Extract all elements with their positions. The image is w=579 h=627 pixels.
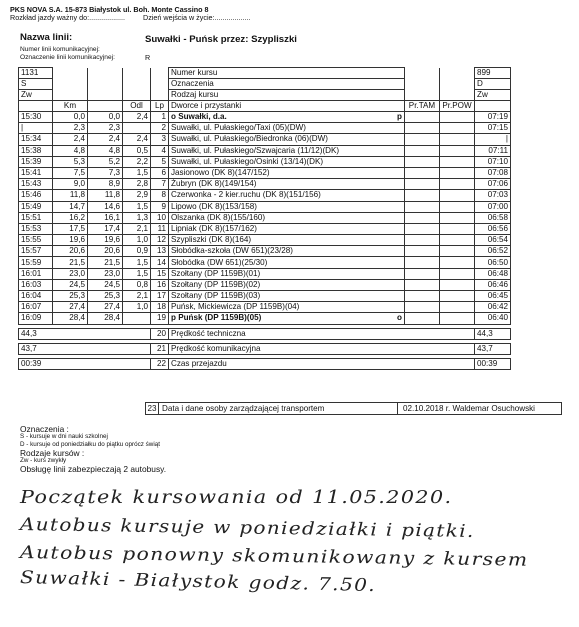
stop-lp: 19 [151,313,169,324]
prpow-cell [440,235,475,246]
distance-value: 2,4 [123,134,151,145]
return-time: 06:50 [475,257,511,268]
stop-lp: 10 [151,212,169,223]
departure-time: 16:07 [19,302,53,313]
prpow-cell [440,112,475,123]
stop-name [169,201,405,212]
summary-row [19,328,511,339]
prpow-cell [440,167,475,178]
departure-time: 15:55 [19,235,53,246]
stop-name-text: Słobódka-szkoła (DW 651)(23/28) [171,246,293,256]
km-value: 21,5 [53,257,88,268]
legend-mark-d: D - kursuje od poniedziałku do piątku oprócz świąt [20,441,161,448]
km-value-2: 2,3 [88,123,123,134]
stop-name [169,145,405,156]
km-value: 27,4 [53,302,88,313]
departure-time: | [19,123,53,134]
stop-name-text: p Puńsk (DP 1159B)(05) [171,313,262,323]
distance-value [123,123,151,134]
table-row [19,167,511,178]
km-value: 17,5 [53,223,88,234]
km-value: 28,4 [53,313,88,324]
prpow-cell [440,268,475,279]
prpow-cell [440,134,475,145]
summary-lp: 21 [151,343,169,354]
right-course-direction: Zw [475,90,511,101]
effective-day-text: Dzień wejścia w życie:.................. [143,13,251,22]
stop-name [169,279,405,290]
summary-right-value: 44,3 [475,328,511,339]
stop-name [169,235,405,246]
stop-lp: 16 [151,279,169,290]
summary-label: Prędkość komunikacyjna [169,343,475,354]
return-time: | [475,134,511,145]
prtam-cell [405,123,440,134]
departure-time: 15:49 [19,201,53,212]
distance-value: 0,8 [123,279,151,290]
summary-left-value: 44,3 [19,328,151,339]
legend-marks-title: Oznaczenia : [20,424,69,434]
km-value-2: 0,0 [88,112,123,123]
table-row [19,145,511,156]
return-time: 07:19 [475,112,511,123]
table-row [19,123,511,134]
return-time: 06:54 [475,235,511,246]
stop-lp: 8 [151,190,169,201]
distance-value: 0,5 [123,145,151,156]
left-course-direction: Zw [19,90,53,101]
departure-time: 16:09 [19,313,53,324]
departure-time: 15:57 [19,246,53,257]
handwritten-line-2: Autobus kursuje w poniedziałki i piątki. [19,515,475,542]
prtam-cell [405,313,440,324]
summary-label: Prędkość techniczna [169,328,475,339]
km-value-2: 7,3 [88,167,123,178]
schedule-valid-text: Rozkład jazdy ważny do:.................. [10,13,126,22]
table-row [19,201,511,212]
prpow-cell [440,156,475,167]
prpow-cell [440,313,475,324]
legend [20,425,166,473]
stop-lp: 14 [151,257,169,268]
prpow-cell [440,302,475,313]
distance-value [123,313,151,324]
km-value-2: 27,4 [88,302,123,313]
stop-name [169,268,405,279]
km-value-2: 2,4 [88,134,123,145]
stop-name-text: Szołtany (DP 1159B)(01) [171,268,261,278]
line-marking-label: Oznaczenie linii komunikacyjnej: [20,54,115,61]
stop-lp: 11 [151,223,169,234]
table-row [19,190,511,201]
handwritten-line-1: Początek kursowania od 11.05.2020. [20,488,453,508]
return-time: 06:52 [475,246,511,257]
summary-right-value: 00:39 [475,358,511,369]
stop-lp: 13 [151,246,169,257]
stop-name-text: Żubryn (DK 8)(149/154) [171,179,257,189]
distance-value: 1,3 [123,212,151,223]
stop-name-text: Suwałki, ul. Pułaskiego/Taxi (05)(DW) [171,123,306,133]
stop-lp: 15 [151,268,169,279]
meta-course-type: Rodzaj kursu [169,90,405,101]
summary-lp: 20 [151,328,169,339]
stop-name [169,257,405,268]
prtam-cell [405,223,440,234]
stop-name-text: Puńsk, Mickiewicza (DP 1159B)(04) [171,302,300,312]
prpow-cell [440,212,475,223]
table-row [19,302,511,313]
return-time: 06:56 [475,223,511,234]
stop-lp: 18 [151,302,169,313]
manager-value: 02.10.2018 r. Waldemar Osuchowski [403,404,535,413]
meta-marking: Oznaczenia [169,79,405,90]
km-value-2: 19,6 [88,235,123,246]
km-value-2: 21,5 [88,257,123,268]
legend-mark-s: S - kursuje w dni nauki szkolnej [20,433,108,440]
meta-course-number: Numer kursu [169,68,405,79]
distance-value: 2,9 [123,190,151,201]
km-value-2: 4,8 [88,145,123,156]
stop-lp: 2 [151,123,169,134]
return-time: 07:06 [475,179,511,190]
stop-flag: o [397,313,402,323]
prtam-cell [405,201,440,212]
stop-name-text: Jasionowo (DK 8)(147/152) [171,168,270,178]
summary-left-value: 00:39 [19,358,151,369]
distance-value: 1,5 [123,201,151,212]
stop-name [169,123,405,134]
return-time: 06:40 [475,313,511,324]
departure-time: 16:01 [19,268,53,279]
km-value-2: 5,2 [88,156,123,167]
distance-value: 0,9 [123,246,151,257]
table-row [19,134,511,145]
km-value: 4,8 [53,145,88,156]
prpow-cell [440,201,475,212]
km-value-2: 17,4 [88,223,123,234]
table-row [19,291,511,302]
prtam-cell [405,212,440,223]
legend-service: Obsługę linii zabezpieczają 2 autobusy. [20,464,167,474]
departure-time: 15:53 [19,223,53,234]
km-value: 2,3 [53,123,88,134]
stop-name [169,313,405,324]
legend-types-title: Rodzaje kursów : [20,448,85,458]
return-time: 07:11 [475,145,511,156]
km-value-2: 16,1 [88,212,123,223]
stop-name [169,190,405,201]
table-row [19,279,511,290]
departure-time: 15:39 [19,156,53,167]
distance-value: 2,8 [123,179,151,190]
km-value: 7,5 [53,167,88,178]
col-stops-header: Dworce i przystanki [169,101,405,112]
km-value: 2,4 [53,134,88,145]
header-validity [10,14,251,22]
stop-name-text: Czerwonka - 2 kier.ruchu (DK 8)(151/156) [171,190,321,200]
km-value: 14,7 [53,201,88,212]
stop-lp: 12 [151,235,169,246]
stop-name [169,246,405,257]
km-value: 5,3 [53,156,88,167]
stop-name [169,179,405,190]
summary-row [19,343,511,354]
prpow-cell [440,223,475,234]
stop-lp: 1 [151,112,169,123]
return-time: 07:15 [475,123,511,134]
stop-name-text: Szołtany (DP 1159B)(02) [171,279,261,289]
stop-name-text: Szypliszki (DK 8)(164) [171,235,252,245]
prtam-cell [405,179,440,190]
table-row [19,156,511,167]
stop-name [169,212,405,223]
left-course-number: 1131 [19,68,53,79]
stop-lp: 4 [151,145,169,156]
table-row [19,257,511,268]
km-value: 0,0 [53,112,88,123]
return-time: 07:00 [475,201,511,212]
prtam-cell [405,279,440,290]
return-time: 07:08 [475,167,511,178]
prtam-cell [405,134,440,145]
departure-time: 15:34 [19,134,53,145]
summary-left-value: 43,7 [19,343,151,354]
handwritten-line-4: Suwałki - Białystok godz. 7.50. [19,568,377,597]
km-value-2: 8,9 [88,179,123,190]
manager-box [145,402,562,415]
departure-time: 16:04 [19,291,53,302]
stop-name-text: Suwałki, ul. Pułaskiego/Osinki (13/14)(DK) [171,156,324,166]
km-value: 9,0 [53,179,88,190]
prtam-cell [405,112,440,123]
km-value: 11,8 [53,190,88,201]
return-time: 06:45 [475,291,511,302]
departure-time: 15:30 [19,112,53,123]
stop-lp: 7 [151,179,169,190]
departure-time: 15:59 [19,257,53,268]
km-value: 16,2 [53,212,88,223]
manager-label: Data i dane osoby zarządzającej transportem [159,403,398,414]
return-time: 06:48 [475,268,511,279]
return-time: 06:46 [475,279,511,290]
col-odl-header: Odl [123,101,151,112]
header-company: PKS NOVA S.A. 15-873 Białystok ul. Boh. Monte Cassino 8 [10,5,209,14]
prtam-cell [405,291,440,302]
stop-name-text: Szołtany (DP 1159B)(03) [171,291,261,301]
table-row [19,246,511,257]
left-course-marking: S [19,79,53,90]
prtam-cell [405,235,440,246]
stop-name [169,291,405,302]
distance-value: 2,1 [123,291,151,302]
km-value-2: 28,4 [88,313,123,324]
stop-name [169,223,405,234]
stop-name [169,167,405,178]
line-marking-value: R [145,53,151,62]
departure-time: 15:43 [19,179,53,190]
departure-time: 15:46 [19,190,53,201]
col-prtam-header: Pr.TAM [405,101,440,112]
distance-value: 2,1 [123,223,151,234]
prtam-cell [405,156,440,167]
departure-time: 15:51 [19,212,53,223]
distance-value: 1,0 [123,235,151,246]
table-row [19,112,511,123]
prtam-cell [405,257,440,268]
stop-name [169,112,405,123]
distance-value: 2,2 [123,156,151,167]
stop-lp: 17 [151,291,169,302]
prtam-cell [405,190,440,201]
distance-value: 1,0 [123,302,151,313]
stop-lp: 3 [151,134,169,145]
distance-value: 2,4 [123,112,151,123]
prpow-cell [440,145,475,156]
stop-lp: 5 [151,156,169,167]
distance-value: 1,5 [123,167,151,178]
prpow-cell [440,279,475,290]
km-value-2: 20,6 [88,246,123,257]
table-row [19,179,511,190]
km-value-2: 23,0 [88,268,123,279]
prpow-cell [440,123,475,134]
right-course-marking: D [475,79,511,90]
stop-name-text: o Suwałki, d.a. [171,112,227,122]
stop-lp: 6 [151,167,169,178]
col-km-header: Km [53,101,88,112]
stop-name-text: Słobódka (DW 651)(25/30) [171,257,268,267]
summary-row [19,358,511,369]
line-name-label: Nazwa linii: [20,32,73,43]
table-row [19,212,511,223]
km-value: 25,3 [53,291,88,302]
summary-right-value: 43,7 [475,343,511,354]
prpow-cell [440,291,475,302]
handwritten-line-3: Autobus ponowny skomunikowany z kursem [19,543,529,571]
km-value: 19,6 [53,235,88,246]
timetable [18,67,511,370]
prtam-cell [405,302,440,313]
prpow-cell [440,257,475,268]
stop-name-text: Suwałki, ul. Pułaskiego/Biedronka (06)(DW) [171,134,328,144]
manager-lp: 23 [146,403,159,414]
col-lp-header: Lp [151,101,169,112]
km-value: 23,0 [53,268,88,279]
km-value-2: 25,3 [88,291,123,302]
prpow-cell [440,190,475,201]
prtam-cell [405,167,440,178]
line-name-value: Suwałki - Puńsk przez: Szypliszki [145,34,297,45]
prtam-cell [405,268,440,279]
stop-name-text: Lipowo (DK 8)(153/158) [171,201,257,211]
km-value-2: 14,6 [88,201,123,212]
return-time: 06:58 [475,212,511,223]
stop-name-text: Suwałki, ul. Pułaskiego/Szwajcaria (11/12)(DK) [171,145,340,155]
departure-time: 16:03 [19,279,53,290]
stop-name [169,134,405,145]
col-prpow-header: Pr.POW [440,101,475,112]
km-value: 20,6 [53,246,88,257]
prpow-cell [440,246,475,257]
table-row [19,268,511,279]
stop-name [169,302,405,313]
table-row [19,235,511,246]
distance-value: 1,5 [123,257,151,268]
return-time: 06:42 [475,302,511,313]
summary-lp: 22 [151,358,169,369]
departure-time: 15:41 [19,167,53,178]
departure-time: 15:38 [19,145,53,156]
km-value-2: 11,8 [88,190,123,201]
km-value-2: 24,5 [88,279,123,290]
prtam-cell [405,145,440,156]
prpow-cell [440,179,475,190]
stop-name-text: Olszanka (DK 8)(155/160) [171,212,266,222]
stop-name [169,156,405,167]
legend-type-zw: Zw - kurs zwykły [20,457,67,464]
return-time: 07:03 [475,190,511,201]
km-value: 24,5 [53,279,88,290]
summary-label: Czas przejazdu [169,358,475,369]
stop-lp: 9 [151,201,169,212]
stop-flag: p [397,112,402,122]
line-number-label: Numer linii komunikacyjnej: [20,46,100,53]
distance-value: 1,5 [123,268,151,279]
stop-name-text: Lipniak (DK 8)(157/162) [171,223,257,233]
table-row [19,313,511,324]
table-row [19,223,511,234]
return-time: 07:10 [475,156,511,167]
right-course-number: 899 [475,68,511,79]
prtam-cell [405,246,440,257]
